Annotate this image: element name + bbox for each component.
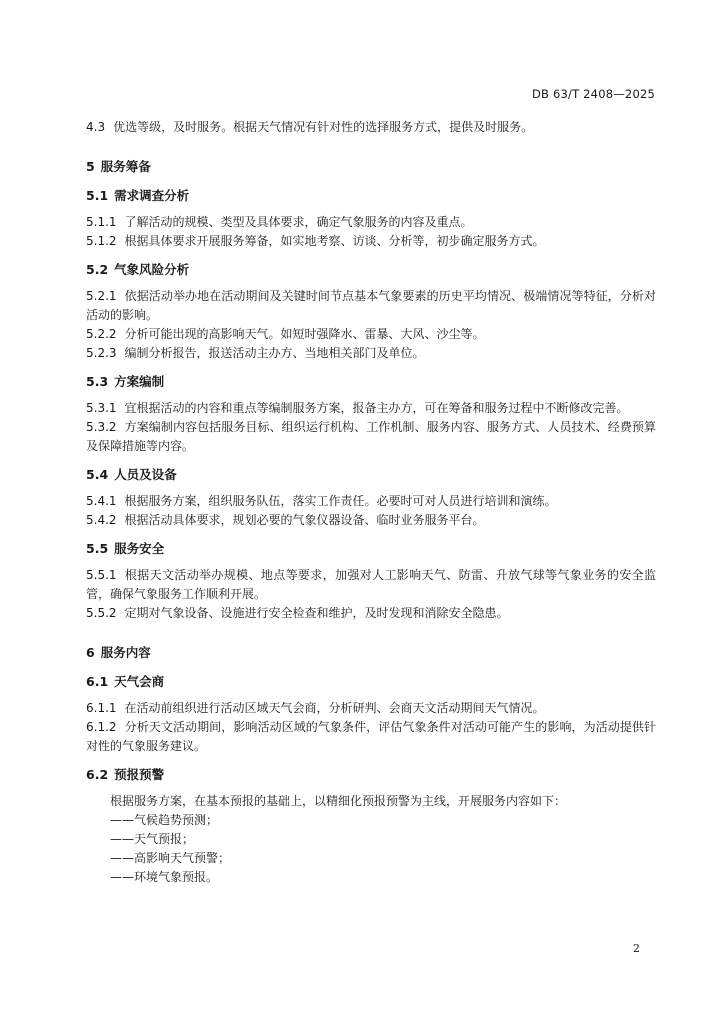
clause-text: 根据具体要求开展服务筹备，如实地考察、访谈、分析等，初步确定服务方式。 [124, 234, 545, 248]
clause-text: 根据服务方案，在基本预报的基础上，以精细化预报预警为主线，开展服务内容如下： [110, 794, 567, 808]
clause-text: ——气候趋势预测； [110, 813, 219, 827]
heading-text: 服务内容 [100, 645, 151, 660]
list-line [86, 830, 656, 849]
clause-number: 5.3.2 [86, 420, 117, 434]
heading-number: 6 [86, 645, 95, 660]
document-body [86, 118, 656, 887]
clause-text: 根据活动具体要求，规划必要的气象仪器设备、临时业务服务平台。 [124, 513, 485, 527]
clause-number: 5.1.2 [86, 234, 117, 248]
clause-text: 宜根据活动的内容和重点等编制服务方案，报备主办方，可在筹备和服务过程中不断修改完善。 [124, 401, 629, 415]
section-heading [86, 539, 656, 559]
clause-text: 方案编制内容包括服务目标、组织运行机构、工作机制、服务内容、服务方式、人员技术、经费预算及保障措施等内容。 [86, 420, 656, 453]
clause-text: ——高影响天气预警； [110, 851, 231, 865]
page-number: 2 [633, 942, 640, 955]
list-line [86, 792, 656, 811]
clause-text: 编制分析报告，报送活动主办方、当地相关部门及单位。 [124, 346, 425, 360]
clause [86, 118, 656, 137]
heading-text: 气象风险分析 [114, 262, 190, 277]
clause [86, 287, 656, 325]
clause [86, 325, 656, 344]
clause-text: 在活动前组织进行活动区域天气会商，分析研判、会商天文活动期间天气情况。 [124, 701, 545, 715]
clause [86, 399, 656, 418]
clause [86, 566, 656, 604]
list-line [86, 868, 656, 887]
clause-text: 根据天文活动举办规模、地点等要求，加强对人工影响天气、防雷、升放气球等气象业务的安全监管，确保气象服务工作顺利开展。 [86, 568, 656, 601]
heading-number: 5.3 [86, 374, 109, 389]
clause-text: 分析可能出现的高影响天气。如短时强降水、雷暴、大风、沙尘等。 [124, 327, 485, 341]
heading-number: 5.5 [86, 541, 109, 556]
clause-number: 5.2.2 [86, 327, 117, 341]
heading-text: 天气会商 [114, 674, 165, 689]
heading-text: 人员及设备 [114, 467, 177, 482]
clause-text: 优选等级，及时服务。根据天气情况有针对性的选择服务方式，提供及时服务。 [113, 120, 534, 134]
clause-text: 依据活动举办地在活动期间及关键时间节点基本气象要素的历史平均情况、极端情况等特征，分析对活动的影响。 [86, 289, 656, 322]
section-heading [86, 260, 656, 280]
clause-text: 分析天文活动期间，影响活动区域的气象条件，评估气象条件对活动可能产生的影响，为活动提供针对性的气象服务建议。 [86, 720, 656, 753]
clause-number: 6.1.2 [86, 720, 117, 734]
heading-text: 预报预警 [114, 767, 165, 782]
clause-text: ——天气预报； [110, 832, 195, 846]
section-heading [86, 372, 656, 392]
section-heading [86, 672, 656, 692]
heading-number: 5 [86, 159, 95, 174]
heading-text: 需求调查分析 [114, 188, 190, 203]
clause-number: 5.4.1 [86, 494, 117, 508]
section-heading [86, 765, 656, 785]
chapter-heading [86, 157, 656, 177]
list-line [86, 849, 656, 868]
clause-text: 定期对气象设备、设施进行安全检查和维护，及时发现和消除安全隐患。 [124, 606, 509, 620]
heading-number: 5.4 [86, 467, 109, 482]
clause-number: 5.2.3 [86, 346, 117, 360]
clause-text: 了解活动的规模、类型及具体要求，确定气象服务的内容及重点。 [124, 215, 473, 229]
heading-text: 服务筹备 [100, 159, 151, 174]
heading-number: 5.1 [86, 188, 109, 203]
heading-number: 6.1 [86, 674, 109, 689]
section-heading [86, 465, 656, 485]
clause [86, 232, 656, 251]
clause [86, 344, 656, 363]
clause-number: 5.5.1 [86, 568, 117, 582]
heading-number: 5.2 [86, 262, 109, 277]
clause-number: 4.3 [86, 120, 106, 134]
heading-number: 6.2 [86, 767, 109, 782]
clause-number: 5.2.1 [86, 289, 117, 303]
chapter-heading [86, 643, 656, 663]
clause [86, 718, 656, 756]
clause [86, 604, 656, 623]
heading-text: 方案编制 [114, 374, 165, 389]
clause-number: 5.1.1 [86, 215, 117, 229]
clause-text: 根据服务方案，组织服务队伍，落实工作责任。必要时可对人员进行培训和演练。 [124, 494, 557, 508]
clause [86, 511, 656, 530]
section-heading [86, 186, 656, 206]
clause-number: 6.1.1 [86, 701, 117, 715]
clause-text: ——环境气象预报。 [110, 870, 219, 884]
list-line [86, 811, 656, 830]
clause [86, 418, 656, 456]
heading-text: 服务安全 [114, 541, 165, 556]
clause [86, 699, 656, 718]
clause [86, 213, 656, 232]
clause-number: 5.5.2 [86, 606, 117, 620]
clause [86, 492, 656, 511]
clause-number: 5.3.1 [86, 401, 117, 415]
document-code: DB 63/T 2408—2025 [531, 87, 655, 101]
clause-number: 5.4.2 [86, 513, 117, 527]
